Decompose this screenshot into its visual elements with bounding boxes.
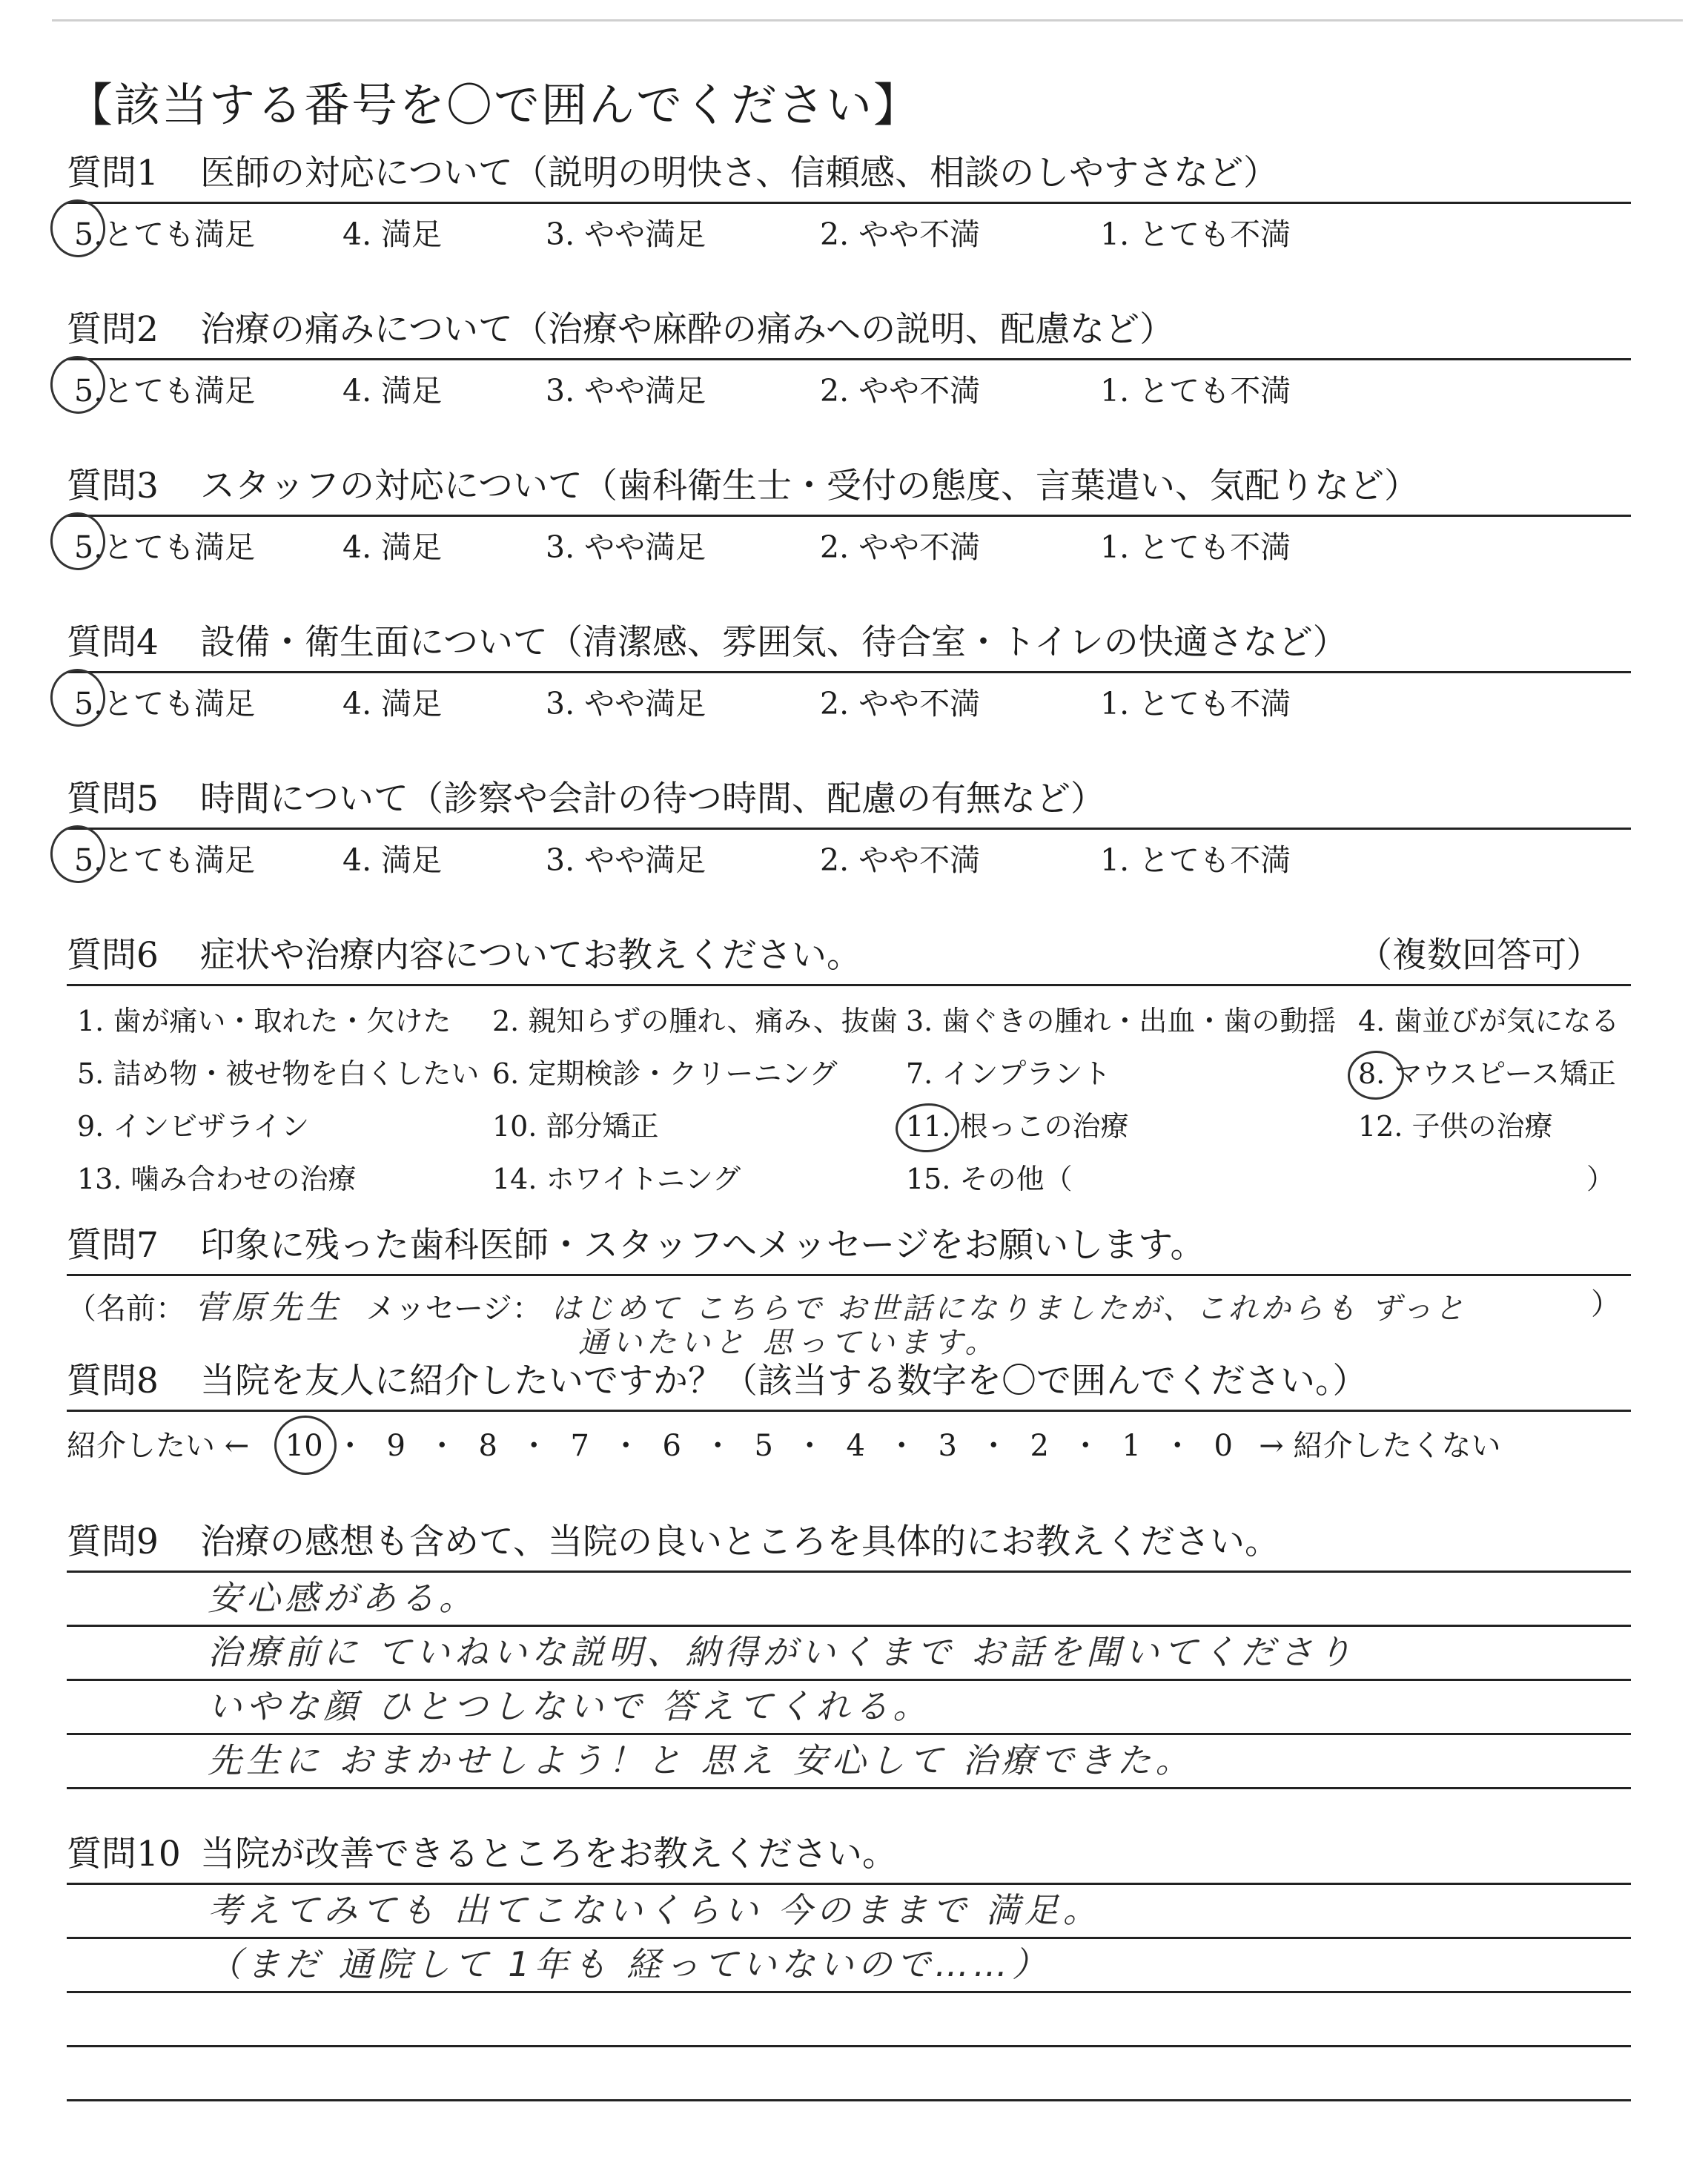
scale-separator: ・ (519, 1428, 549, 1463)
question-text: 医師の対応について（説明の明快さ、信頼感、相談のしやすさなど） (200, 153, 1279, 194)
recommend-scale (67, 1412, 1631, 1474)
answer-line (67, 2047, 1631, 2101)
rating-option[interactable] (67, 366, 342, 410)
question-number: 質問2 (67, 309, 159, 350)
question-text: 当院を友人に紹介したいですか？（該当する数字を〇で囲んでください。） (200, 1361, 1368, 1401)
question-4-header (67, 619, 1631, 673)
symptom-option-label: 15. その他（ (906, 1163, 1073, 1195)
question-text: 印象に残った歯科医師・スタッフへメッセージをお願いします。 (200, 1225, 1205, 1266)
scale-separator: ・ (427, 1428, 457, 1463)
rating-option-label: 2. やや不満 (820, 529, 981, 565)
rating-option-label: 1. とても不満 (1100, 216, 1291, 252)
question-text: 症状や治療内容についてお教えください。 (200, 935, 862, 976)
rating-option[interactable] (1100, 679, 1367, 723)
symptom-option-label: 14. ホワイトニング (492, 1163, 741, 1195)
rating-option-label: 3. やや満足 (546, 842, 706, 878)
question-text: 治療の痛みについて（治療や麻酔の痛みへの説明、配慮など） (200, 309, 1175, 350)
question-7 (67, 1222, 1631, 1358)
question-9 (67, 1519, 1631, 1789)
symptom-option-label: 3. 歯ぐきの腫れ・出血・歯の動揺 (906, 1005, 1337, 1037)
symptom-option-label: 4. 歯並びが気になる (1358, 1005, 1620, 1037)
symptom-option-label: 12. 子供の治療 (1358, 1110, 1553, 1143)
spacer (67, 885, 1631, 932)
answer-line (67, 1735, 1631, 1789)
symptom-option-label: 1. 歯が痛い・取れた・欠けた (77, 1005, 451, 1037)
symptom-option[interactable] (492, 1048, 906, 1100)
rating-option-label: 3. やや満足 (546, 685, 706, 721)
symptom-option[interactable] (1358, 995, 1625, 1048)
symptom-option (1358, 1153, 1625, 1206)
symptom-option[interactable] (1358, 1100, 1625, 1153)
rating-option-label: 4. 満足 (342, 529, 443, 565)
question-number: 質問3 (67, 466, 159, 506)
question-number: 質問9 (67, 1522, 159, 1562)
rating-option[interactable] (820, 210, 1100, 254)
question-number: 質問7 (67, 1225, 159, 1266)
rating-option-label: 1. とても不満 (1100, 842, 1291, 878)
question-8 (67, 1358, 1631, 1474)
question-text: 治療の感想も含めて、当院の良いところを具体的にお教えください。 (200, 1522, 1280, 1562)
handwritten-answer: 先生に おまかせしよう！と 思え 安心して 治療できた。 (208, 1740, 1194, 1780)
symptom-option-label: 7. インプラント (906, 1057, 1111, 1090)
question-4 (67, 619, 1631, 728)
scale-point[interactable]: 6 (662, 1428, 681, 1463)
scale-point[interactable]: 4 (846, 1428, 865, 1463)
scale-separator: ・ (703, 1428, 733, 1463)
symptom-options (67, 986, 1631, 1206)
symptom-option[interactable] (77, 1048, 492, 1100)
improvement-answer[interactable] (67, 1885, 1631, 2101)
rating-option[interactable] (546, 523, 820, 567)
symptom-option-label: 5. 詰め物・被せ物を白くしたい (77, 1057, 480, 1090)
rating-option-label: 5.とても満足 (74, 372, 256, 409)
rating-option[interactable] (342, 210, 546, 254)
scale-separator: ・ (1162, 1428, 1193, 1463)
rating-option-label: 3. やや満足 (546, 372, 706, 409)
symptom-option[interactable] (77, 995, 492, 1048)
symptom-option[interactable] (77, 1153, 492, 1206)
rating-option[interactable] (67, 210, 342, 254)
question-1 (67, 150, 1631, 259)
scale-left-label: 紹介したい ← (67, 1428, 250, 1463)
rating-option-label: 5.とても満足 (74, 685, 256, 721)
scale-point[interactable]: 10 (274, 1429, 334, 1463)
rating-option-label: 1. とても不満 (1100, 372, 1291, 409)
rating-option[interactable] (546, 366, 820, 410)
rating-option[interactable] (342, 366, 546, 410)
scale-right-label: → 紹介したくない (1259, 1428, 1501, 1463)
message-label: メッセージ： (365, 1292, 543, 1326)
rating-option-label: 4. 満足 (342, 685, 443, 721)
scale-separator: ・ (887, 1428, 917, 1463)
rating-options (67, 204, 1631, 259)
rating-option-label: 3. やや満足 (546, 216, 706, 252)
page-title: 【該当する番号を〇で囲んでください】 (67, 78, 921, 132)
question-9-header (67, 1519, 1631, 1573)
question-6 (67, 932, 1631, 1206)
question-number: 質問5 (67, 779, 159, 819)
rating-option[interactable] (342, 523, 546, 567)
rating-option[interactable] (1100, 523, 1367, 567)
question-2 (67, 306, 1631, 415)
rating-option-label: 5.とても満足 (74, 529, 256, 565)
spacer (67, 728, 1631, 776)
answer-line (67, 1573, 1631, 1627)
rating-option-label: 1. とても不満 (1100, 529, 1291, 565)
symptom-option-label: 8. マウスピース矯正 (1358, 1057, 1616, 1090)
spacer (67, 259, 1631, 306)
rating-option-label: 2. やや不満 (820, 372, 981, 409)
question-number: 質問1 (67, 153, 159, 194)
answer-line (67, 1939, 1631, 1993)
rating-option[interactable] (67, 836, 342, 879)
question-3 (67, 463, 1631, 572)
answer-line (67, 1627, 1631, 1681)
rating-option[interactable] (1100, 836, 1367, 879)
symptom-option[interactable] (906, 995, 1358, 1048)
rating-questions (67, 150, 1631, 932)
rating-option-label: 2. やや不満 (820, 842, 981, 878)
rating-option[interactable] (820, 366, 1100, 410)
question-text: 時間について（診察や会計の待つ時間、配慮の有無など） (200, 779, 1106, 819)
question-text: スタッフの対応について（歯科衛生士・受付の態度、言葉遣い、気配りなど） (200, 466, 1420, 506)
rating-option[interactable] (1100, 210, 1367, 254)
good-points-answer[interactable] (67, 1573, 1631, 1789)
rating-option[interactable] (67, 523, 342, 567)
scale-point[interactable]: 1 (1122, 1428, 1141, 1463)
rating-options (67, 360, 1631, 415)
question-5 (67, 776, 1631, 885)
question-number: 質問4 (67, 622, 159, 663)
symptom-option-label: 6. 定期検診・クリーニング (492, 1057, 838, 1090)
symptom-option[interactable] (492, 1100, 906, 1153)
symptom-option[interactable] (1358, 1048, 1625, 1100)
rating-option[interactable] (546, 836, 820, 879)
question-5-header (67, 776, 1631, 830)
answer-line (67, 1885, 1631, 1939)
rating-option-label: 5.とても満足 (74, 216, 256, 252)
question-text: 当院が改善できるところをお教えください。 (200, 1834, 897, 1875)
question-10-header (67, 1831, 1631, 1885)
scale-point[interactable]: 3 (938, 1428, 957, 1463)
scale-point[interactable]: 0 (1214, 1428, 1233, 1463)
question-text: 設備・衛生面について（清潔感、雰囲気、待合室・トイレの快適さなど） (200, 622, 1348, 663)
handwritten-answer: 安心感がある。 (208, 1578, 477, 1618)
scale-point[interactable]: 9 (386, 1428, 406, 1463)
multiple-answers-note: （複数回答可） (1357, 935, 1601, 976)
symptom-option[interactable] (492, 1153, 906, 1206)
question-number: 質問8 (67, 1361, 159, 1401)
question-3-header (67, 463, 1631, 517)
rating-option-label: 5.とても満足 (74, 842, 256, 878)
scale-separator: ・ (1070, 1428, 1101, 1463)
symptom-option-label: 13. 噛み合わせの治療 (77, 1163, 357, 1195)
rating-option[interactable] (546, 210, 820, 254)
question-6-header (67, 932, 1631, 986)
question-7-header (67, 1222, 1631, 1276)
answer-line (67, 1681, 1631, 1735)
rating-option-label: 2. やや不満 (820, 685, 981, 721)
handwritten-answer: 考えてみても 出てこないくらい 今のままで 満足。 (208, 1890, 1102, 1930)
answer-line (67, 1993, 1631, 2047)
rating-option[interactable] (546, 679, 820, 723)
handwritten-answer: （まだ 通院して 1年も 経っていないので……） (208, 1944, 1051, 1984)
message-text-line-2: 通いたいと 思っています。 (578, 1326, 999, 1360)
symptom-option[interactable] (906, 1048, 1358, 1100)
handwritten-answer: 治療前に ていねいな説明、納得がいくまで お話を聞いてくださり (208, 1632, 1357, 1672)
rating-option[interactable] (342, 679, 546, 723)
question-8-header (67, 1358, 1631, 1412)
rating-option-label: 4. 満足 (342, 842, 443, 878)
question-10 (67, 1831, 1631, 2101)
rating-options (67, 830, 1631, 885)
question-number: 質問10 (67, 1834, 181, 1875)
rating-option[interactable] (1100, 366, 1367, 410)
rating-option[interactable] (67, 679, 342, 723)
scale-separator: ・ (611, 1428, 641, 1463)
handwritten-answer: いやな顔 ひとつしないで 答えてくれる。 (208, 1686, 932, 1726)
scale-point[interactable]: 7 (570, 1428, 589, 1463)
symptom-option[interactable] (492, 995, 906, 1048)
message-area[interactable] (67, 1276, 1631, 1358)
rating-option-label: 4. 満足 (342, 216, 443, 252)
rating-option-label: 1. とても不満 (1100, 685, 1291, 721)
message-text-line-1: はじめて こちらで お世話になりましたが、これからも ずっと (551, 1292, 1468, 1326)
spacer (67, 415, 1631, 463)
rating-option-label: 4. 満足 (342, 372, 443, 409)
symptom-option-label: 10. 部分矯正 (492, 1110, 659, 1143)
rating-options (67, 517, 1631, 572)
rating-option[interactable] (820, 523, 1100, 567)
rating-option[interactable] (342, 836, 546, 879)
rating-option[interactable] (820, 836, 1100, 879)
selection-circle (274, 1416, 337, 1475)
message-close-paren: ） (1591, 1287, 1621, 1321)
name-value: 菅原先生 (194, 1289, 343, 1327)
rating-option[interactable] (820, 679, 1100, 723)
scale-point[interactable]: 2 (1030, 1428, 1049, 1463)
scale-point[interactable]: 5 (754, 1428, 773, 1463)
rating-options (67, 673, 1631, 728)
question-1-header (67, 150, 1631, 204)
rating-option-label: 3. やや満足 (546, 529, 706, 565)
symptom-option-label: 11. 根っこの治療 (906, 1110, 1129, 1143)
spacer (67, 572, 1631, 619)
top-border (52, 19, 1683, 22)
symptom-option-label: 2. 親知らずの腫れ、痛み、抜歯 (492, 1005, 898, 1037)
question-number: 質問6 (67, 935, 159, 976)
symptom-option-label: 9. インビザライン (77, 1110, 310, 1143)
scale-separator: ・ (795, 1428, 825, 1463)
rating-option-label: 2. やや不満 (820, 216, 981, 252)
survey-sheet (67, 68, 1631, 2101)
scale-point[interactable]: 8 (478, 1428, 497, 1463)
scale-separator: ・ (979, 1428, 1009, 1463)
name-label: （名前： (67, 1292, 185, 1326)
question-2-header (67, 306, 1631, 360)
other-close-paren: ） (1586, 1163, 1615, 1195)
symptom-option[interactable] (906, 1153, 1358, 1206)
symptom-option[interactable] (906, 1100, 1358, 1153)
scale-separator: ・ (335, 1428, 365, 1463)
scale-points (274, 1422, 1253, 1464)
symptom-option[interactable] (77, 1100, 492, 1153)
